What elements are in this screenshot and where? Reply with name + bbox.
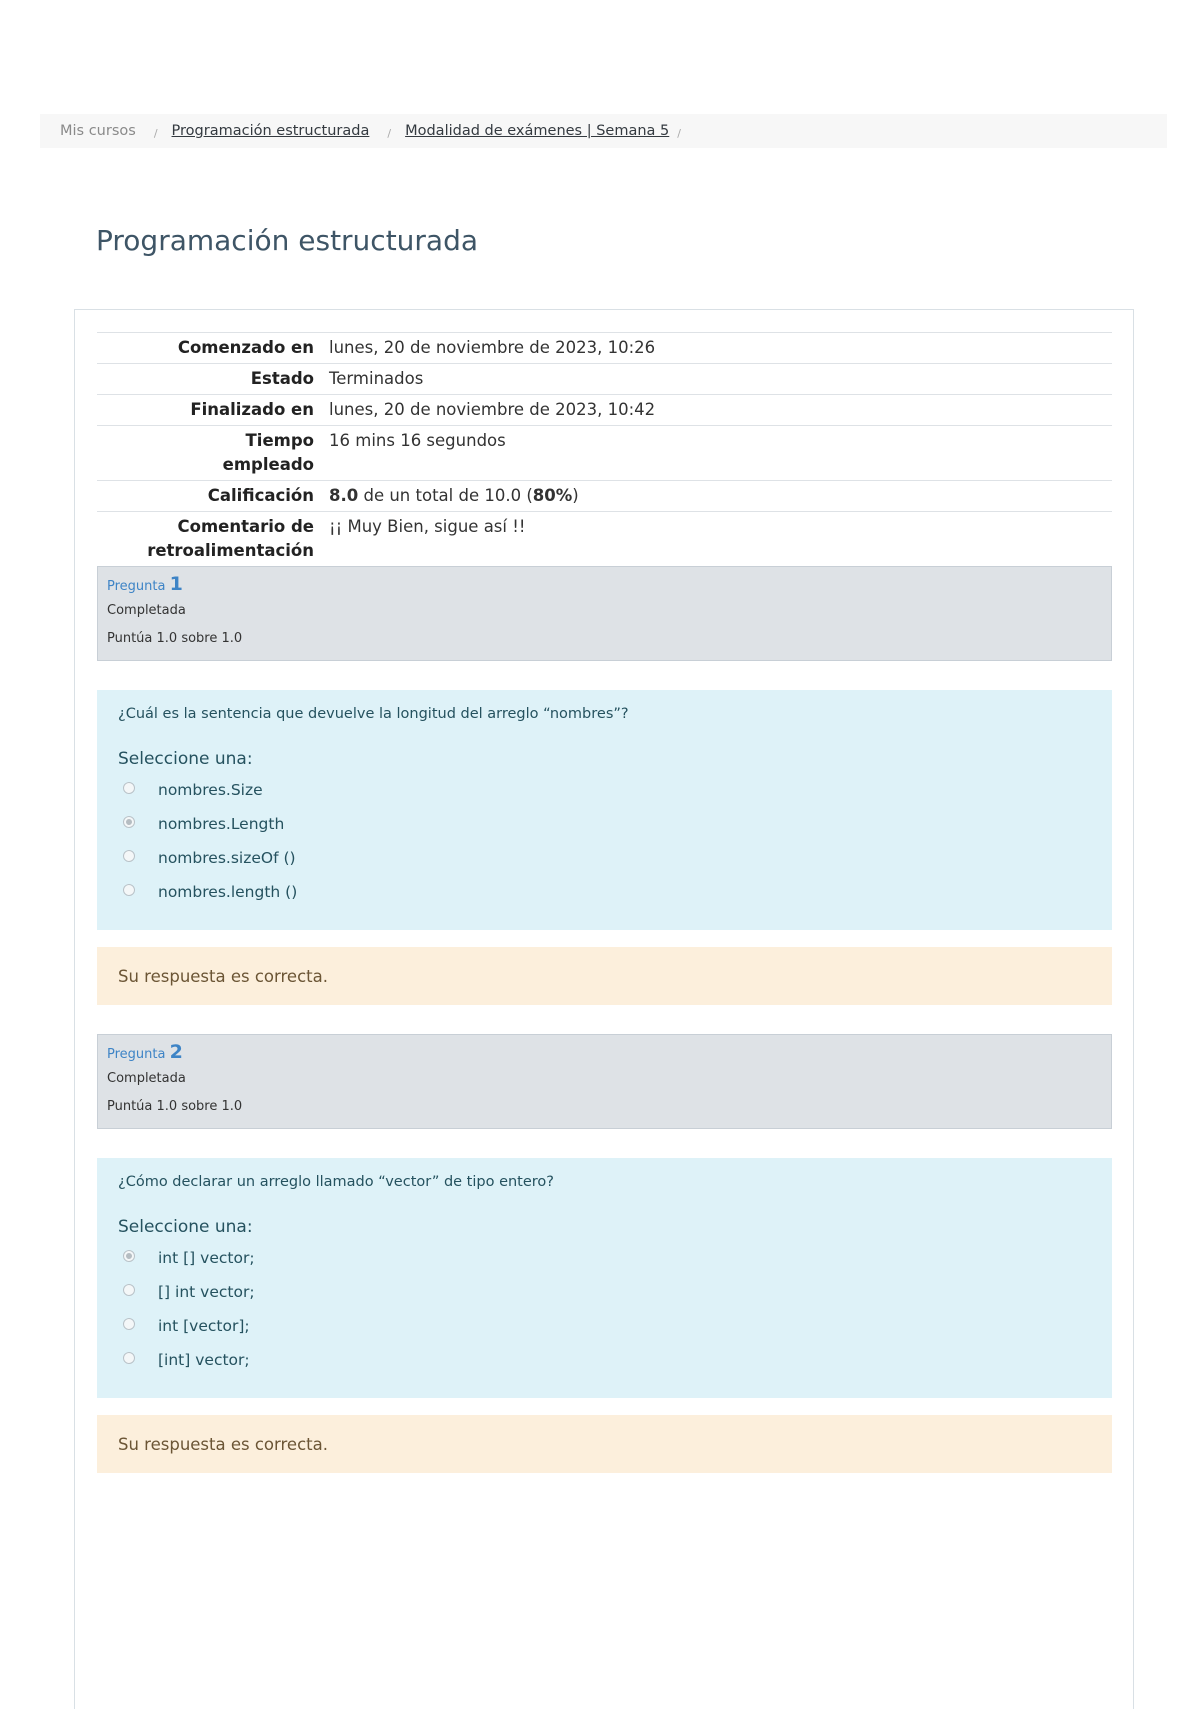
answer-option[interactable] <box>118 1309 1091 1343</box>
question-label: Pregunta <box>107 1047 166 1062</box>
summary-value: Terminados <box>329 369 424 388</box>
breadcrumb-course-link[interactable]: Programación estructurada <box>171 123 370 139</box>
page-title: Programación estructurada <box>96 224 479 257</box>
question-score: Puntúa 1.0 sobre 1.0 <box>107 1099 243 1114</box>
summary-label: Calificación <box>207 486 314 505</box>
answer-option-label: [int] vector; <box>158 1351 250 1369</box>
answer-option[interactable] <box>118 807 1091 841</box>
answer-option-label: int [] vector; <box>158 1249 255 1267</box>
answer-option[interactable] <box>118 841 1091 875</box>
summary-row <box>97 333 1112 364</box>
attempt-summary-table <box>97 332 1112 566</box>
summary-label: Finalizado en <box>190 400 314 419</box>
question-text: ¿Cuál es la sentencia que devuelve la longitud del arreglo “nombres”? <box>118 706 629 722</box>
feedback-box: Su respuesta es correcta. <box>97 1415 1112 1473</box>
grade-percent: 80% <box>532 486 573 505</box>
answer-option[interactable] <box>118 875 1091 909</box>
radio-button[interactable] <box>123 850 135 862</box>
answer-options <box>118 1241 1091 1377</box>
grade-value <box>322 481 1112 512</box>
summary-value: 16 mins 16 segundos <box>329 431 506 450</box>
breadcrumb-exam-link[interactable]: Modalidad de exámenes | Semana 5 <box>405 123 670 139</box>
answer-prompt: Seleccione una: <box>118 749 253 769</box>
question-content <box>97 690 1112 930</box>
answer-option[interactable] <box>118 1343 1091 1377</box>
grade-score: 8.0 <box>329 486 359 505</box>
question-status: Completada <box>107 603 186 618</box>
answer-option-label: [] int vector; <box>158 1283 255 1301</box>
summary-label: Comentario de retroalimentación <box>147 517 314 560</box>
radio-button[interactable] <box>123 782 135 794</box>
question-number: 2 <box>169 1041 183 1063</box>
radio-button[interactable] <box>123 1284 135 1296</box>
summary-row <box>97 426 1112 481</box>
breadcrumb-separator: / <box>153 126 158 140</box>
question-number: 1 <box>169 573 183 595</box>
question-status: Completada <box>107 1071 186 1086</box>
breadcrumb-mis-cursos[interactable]: Mis cursos <box>60 123 136 139</box>
question-info <box>97 1034 1112 1129</box>
breadcrumb <box>40 114 1167 148</box>
question-label: Pregunta <box>107 579 166 594</box>
radio-button-selected[interactable] <box>123 816 135 828</box>
question-text: ¿Cómo declarar un arreglo llamado “vector” de tipo entero? <box>118 1174 554 1190</box>
summary-label: Tiempo empleado <box>222 431 314 474</box>
radio-button[interactable] <box>123 1318 135 1330</box>
radio-button[interactable] <box>123 1352 135 1364</box>
summary-label: Estado <box>250 369 314 388</box>
answer-option-label: nombres.Size <box>158 781 263 799</box>
summary-value: ¡¡ Muy Bien, sigue así !! <box>329 517 526 536</box>
question-content <box>97 1158 1112 1398</box>
radio-button-selected[interactable] <box>123 1250 135 1262</box>
summary-row <box>97 395 1112 426</box>
summary-row <box>97 481 1112 512</box>
feedback-box: Su respuesta es correcta. <box>97 947 1112 1005</box>
question-score: Puntúa 1.0 sobre 1.0 <box>107 631 243 646</box>
answer-option-label: int [vector]; <box>158 1317 250 1335</box>
summary-value: lunes, 20 de noviembre de 2023, 10:26 <box>329 338 656 357</box>
answer-option-label: nombres.length () <box>158 883 298 901</box>
question-info <box>97 566 1112 661</box>
answer-option[interactable] <box>118 1275 1091 1309</box>
summary-label: Comenzado en <box>177 338 314 357</box>
summary-value: lunes, 20 de noviembre de 2023, 10:42 <box>329 400 656 419</box>
summary-row <box>97 364 1112 395</box>
breadcrumb-separator: / <box>387 126 392 140</box>
grade-total: de un total de 10.0 ( <box>358 486 533 505</box>
answer-option-label: nombres.Length <box>158 815 285 833</box>
answer-option[interactable] <box>118 773 1091 807</box>
answer-prompt: Seleccione una: <box>118 1217 253 1237</box>
answer-option[interactable] <box>118 1241 1091 1275</box>
grade-close: ) <box>572 486 579 505</box>
answer-options <box>118 773 1091 909</box>
answer-option-label: nombres.sizeOf () <box>158 849 296 867</box>
summary-row <box>97 512 1112 567</box>
breadcrumb-separator: / <box>677 126 681 140</box>
radio-button[interactable] <box>123 884 135 896</box>
